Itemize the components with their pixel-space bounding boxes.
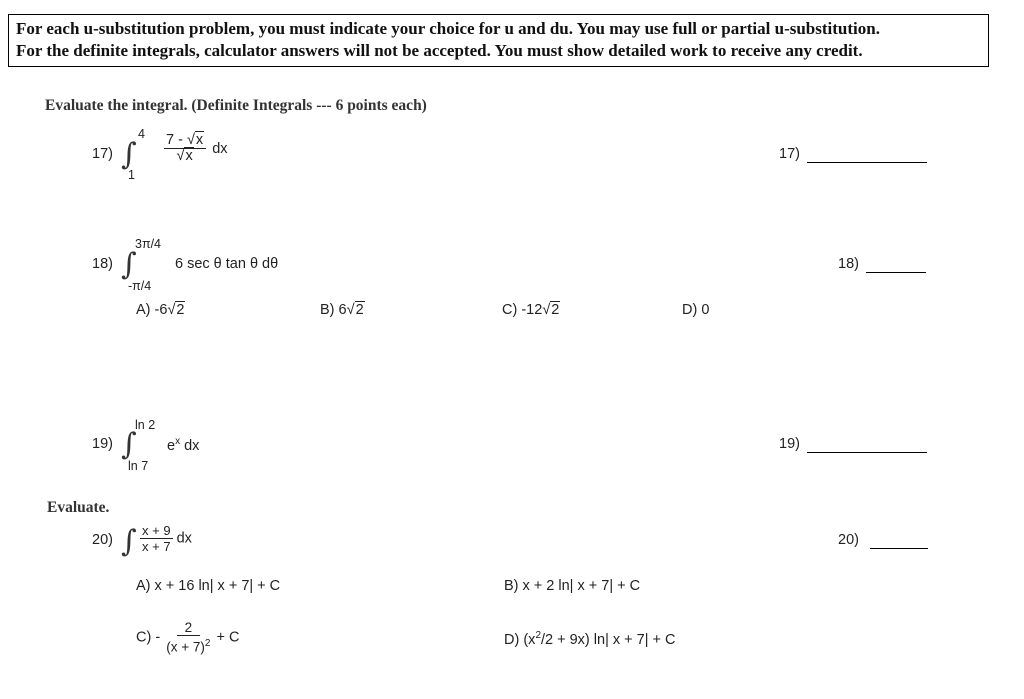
q18-choice-c[interactable]: C) -12√2	[502, 302, 560, 318]
section-heading-evaluate: Evaluate.	[47, 499, 110, 516]
q18-choice-b[interactable]: B) 6√2	[320, 302, 364, 318]
q19-exponent: x	[175, 436, 181, 447]
q18-answer-blank[interactable]	[866, 272, 926, 273]
q17-lower-limit: 1	[128, 168, 135, 182]
q19-lower-limit: ln 7	[128, 459, 149, 473]
q18-lower-limit: -π/4	[128, 279, 152, 293]
q17-upper-limit: 4	[138, 127, 145, 141]
instructions-box	[8, 14, 989, 67]
q20-number: 20)	[92, 532, 113, 548]
q19-upper-limit: ln 2	[135, 418, 156, 432]
q18-choice-a[interactable]: A) -6√2	[136, 302, 185, 318]
q20-answer-blank[interactable]	[870, 548, 928, 549]
q19-answer-blank[interactable]	[807, 452, 927, 453]
q20-choice-b[interactable]: B) x + 2 ln| x + 7| + C	[504, 578, 641, 594]
q17-integrand	[164, 133, 228, 164]
q19-number: 19)	[92, 436, 113, 452]
instructions-line-2: For the definite integrals, calculator answers will not be accepted. You must show detailed work to receive any credit.	[16, 41, 863, 60]
q20-integral-sign: ∫	[121, 524, 137, 559]
q17-numerator-sqrt: √x	[186, 132, 204, 148]
q18-number: 18)	[92, 256, 113, 272]
q17-answer-blank[interactable]	[807, 162, 927, 163]
q18-integrand: 6 sec θ tan θ dθ	[175, 256, 279, 272]
q17-denominator-sqrt: √x	[176, 148, 193, 164]
q19-answer-label: 19)	[779, 436, 800, 452]
q18-integral-sign: ∫	[121, 247, 137, 282]
q20-choice-c[interactable]: C) - $\frac{2}{(x + 7)^2}$ + C	[136, 620, 240, 655]
q20-answer-label: 20)	[838, 532, 859, 548]
q17-differential: dx	[212, 140, 228, 157]
instructions-line-1: For each u-substitution problem, you must indicate your choice for u and du. You may use full or partial u-substitution.	[16, 19, 880, 38]
q20-choice-d[interactable]: D) $(x^2/2 + 9x)$ ln| x + 7| + C	[504, 630, 676, 648]
section-heading-definite: Evaluate the integral. (Definite Integrals --- 6 points each)	[45, 97, 427, 114]
q20-choice-a[interactable]: A) x + 16 ln| x + 7| + C	[136, 578, 281, 594]
q17-numerator-const: 7 -	[166, 132, 183, 148]
q19-integral-sign: ∫	[121, 427, 137, 462]
q17-answer-label: 17)	[779, 146, 800, 162]
q17-integral-sign: ∫	[121, 137, 137, 172]
q18-choice-d[interactable]: D) 0	[682, 302, 710, 318]
q18-upper-limit: 3π/4	[135, 237, 162, 251]
q19-integrand: $e^x$ dx	[167, 436, 200, 454]
q17-number: 17)	[92, 146, 113, 162]
q20-integrand: $\frac{x + 9}{x + 7}$ dx	[142, 523, 192, 554]
q18-answer-label: 18)	[838, 256, 859, 272]
